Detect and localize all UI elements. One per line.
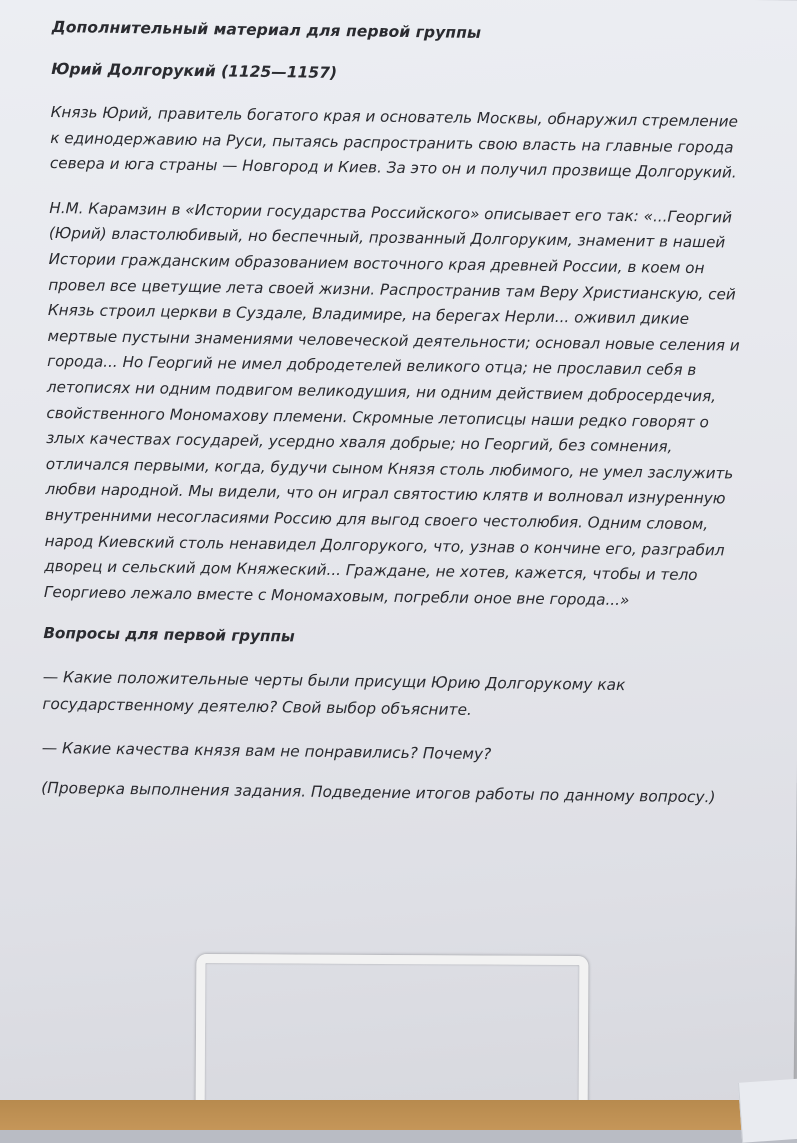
questions-title: Вопросы для первой группы — [43, 624, 295, 646]
document-heading: Дополнительный материал для первой группы — [51, 18, 482, 42]
desk-surface — [0, 1100, 797, 1130]
question-2: — Какие качества князя вам не понравились? Почему? — [41, 739, 492, 764]
section-title: Юрий Долгорукий (1125—1157) — [51, 59, 338, 82]
wire-page-holder — [196, 954, 589, 1118]
intro-paragraph: Князь Юрий, правитель богатого края и основатель Москвы, обнаружил стремление к единодержавию на Руси, пытаясь распространить свою власть на главные города севера и юга страны — Новгород и Киев. За это он и получил прозвище Долгорукий. — [49, 102, 738, 182]
paper-card-corner — [738, 1077, 797, 1143]
document-content — [41, 18, 752, 807]
teacher-note: (Проверка выполнения задания. Подведение итогов работы по данному вопросу.) — [41, 779, 716, 807]
karamzin-quote-paragraph: Н.М. Карамзин в «Истории государства Российского» описывает его так: «...Георгий (Юрий) властолюбивый, но беспечный, прозванный Долгоруким, знаменит в нашей Истории гражданским образованием восточного края древней России, в коем он провел все цветущие лета своей жизни. Распространив там Веру Христианскую, сей Князь строил церкви в Суздале, Владимире, на берегах Нерли... оживил дикие мертвые пустыни знамениями человеческой деятельности; основал новые селения и города... Но Георгий не имел добродетелей великого отца; не прославил себя в летописях ни одним подвигом великодушия, ни одним действием добросердечия, свойственного Мономахову племени. Скромные летописцы наши редко говорят о злых качествах государей, усердно хваля добрые; но Георгий, без сомнения, отличался первыми, когда, будучи сыном Князя столь любимого, не умел заслужить любви народной. Мы видели, что он играл святостию клятв и волновал изнуренную внутренними несогласиями Россию для выгод своего честолюбия. Одним словом, народ Киевский столь ненавидел Долгорукого, что, узнав о кончине его, разграбил дворец и сельский дом Княжеский... Граждане, не хотев, кажется, чтобы и тело Георгиево лежало вместе с Мономаховым, погребли оное вне города...» — [43, 198, 740, 609]
question-1: — Какие положительные черты были присущи Юрию Долгорукому как государственному деятелю? Свой выбор объясните. — [42, 668, 626, 720]
